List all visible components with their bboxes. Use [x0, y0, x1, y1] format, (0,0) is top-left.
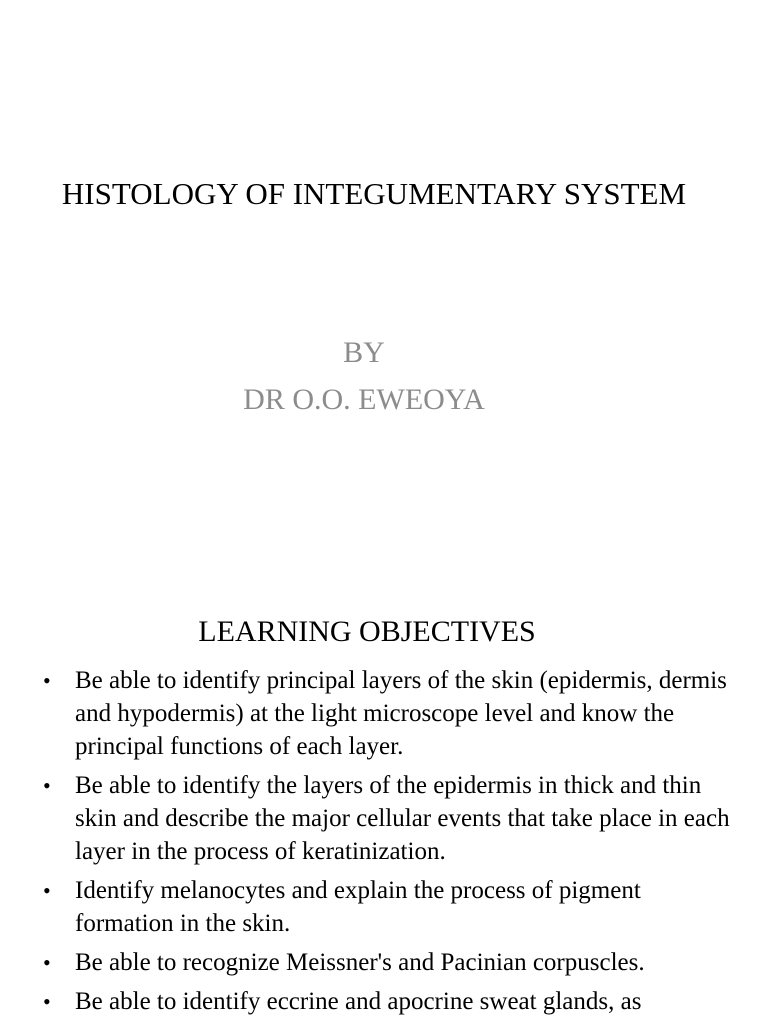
- bullet-icon: •: [43, 950, 51, 975]
- list-item: [40, 946, 730, 979]
- bullet-icon: •: [43, 989, 51, 1014]
- page-title: HISTOLOGY OF INTEGUMENTARY SYSTEM: [61, 176, 687, 211]
- objective-text: Be able to recognize Meissner's and Pacinian corpuscles.: [75, 949, 645, 976]
- bullet-icon: •: [43, 773, 51, 798]
- bullet-icon: •: [43, 878, 51, 903]
- objective-text: Be able to identify principal layers of the skin (epidermis, dermis and hypodermis) at the light microscope level and know the principal functions of each layer.: [75, 667, 727, 760]
- list-item: [40, 874, 730, 940]
- list-item: [40, 664, 730, 763]
- objective-text: Identify melanocytes and explain the process of pigment formation in the skin.: [75, 877, 641, 937]
- list-item: [40, 985, 730, 1018]
- list-item: [40, 769, 730, 868]
- objectives-list: [40, 664, 730, 1024]
- objective-text: Be able to identify eccrine and apocrine sweat glands, as: [75, 988, 642, 1015]
- byline-by: BY: [343, 336, 385, 369]
- author-name: DR O.O. EWEOYA: [243, 383, 485, 416]
- objectives-heading: LEARNING OBJECTIVES: [198, 615, 536, 648]
- objective-text: Be able to identify the layers of the epidermis in thick and thin skin and describe the major cellular events that take place in each layer in the process of keratinization.: [75, 772, 730, 865]
- bullet-icon: •: [43, 668, 51, 693]
